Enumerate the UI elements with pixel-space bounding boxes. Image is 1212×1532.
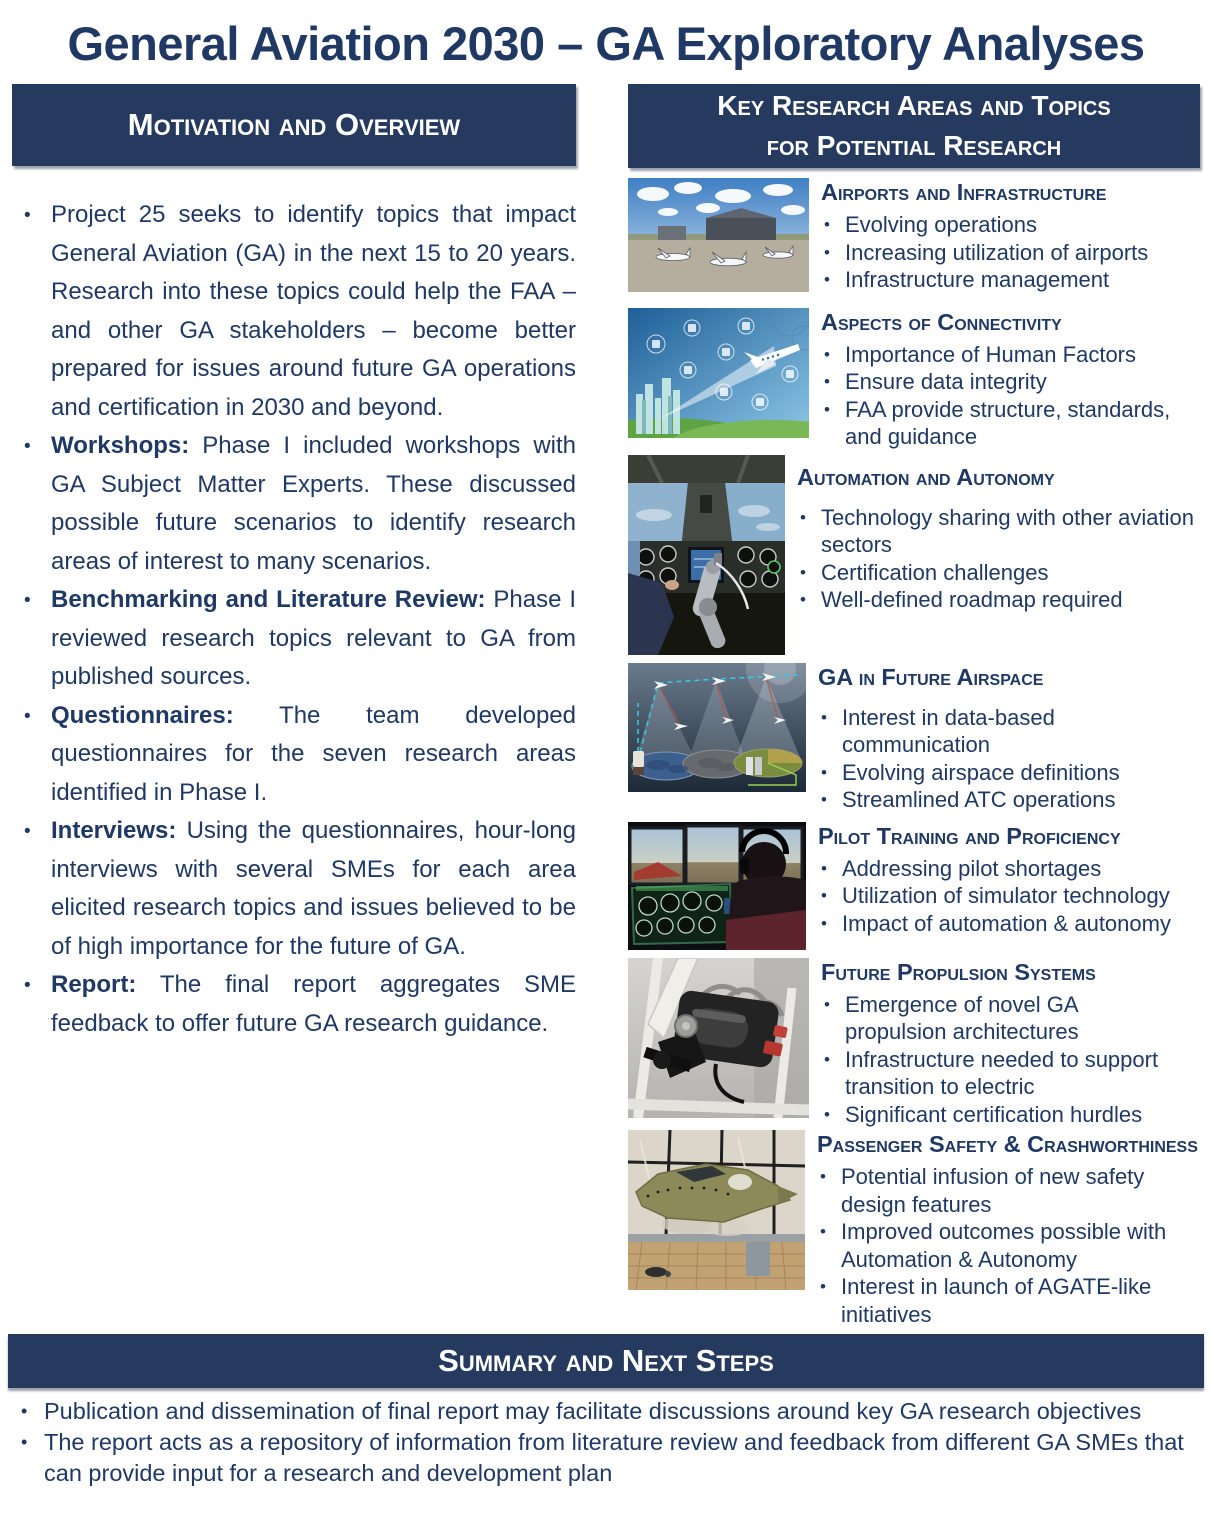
bullet-icon: • (824, 215, 830, 234)
section-heading: GA in Future Airspace (818, 663, 1044, 690)
section-image (628, 455, 785, 655)
bullet-icon: • (820, 1222, 826, 1241)
list-item (821, 211, 1200, 239)
bullet-text: Streamlined ATC operations (842, 787, 1116, 812)
list-item (818, 910, 1200, 938)
bullet-text: Evolving airspace definitions (842, 759, 1120, 785)
bullet-text: Certification challenges (821, 559, 1049, 585)
bullet-icon: • (824, 994, 830, 1014)
section-text (821, 178, 1200, 294)
bullet-text: Project 25 seeks to identify topics that impact General Aviation (GA) in the next 15 to 20 years. Research into these topics could help the FAA – and other GA stakeholders – become better prepared for issues around future GA operations and certification in 2030 and beyond. (51, 201, 576, 421)
crash-test-photo (628, 1130, 805, 1290)
aircraft-engine-photo (628, 958, 809, 1118)
section-text (821, 958, 1200, 1129)
section-bullets (817, 1163, 1200, 1328)
section-heading: Aspects of Connectivity (821, 308, 1062, 335)
bullet-icon: • (824, 399, 830, 419)
connectivity-illustration (628, 308, 809, 438)
bullet-lead: Report: (51, 971, 137, 998)
research-areas-column (628, 84, 1200, 1328)
list-item (818, 786, 1200, 814)
bullet-text: Utilization of simulator technology (842, 883, 1170, 908)
bullet-icon: • (821, 913, 827, 933)
research-header-line2: for Potential Research (766, 130, 1062, 161)
list-item (14, 1427, 1204, 1489)
list-item (818, 855, 1200, 883)
motivation-header-banner (12, 84, 576, 166)
bullet-lead: Workshops: (51, 432, 190, 459)
motivation-header-label: Motivation and Overview (127, 107, 461, 142)
research-header-line1: Key Research Areas and Topics (717, 90, 1111, 121)
bullet-text: Ensure data integrity (845, 369, 1047, 394)
bullet-text: Impact of automation & autonomy (842, 910, 1171, 936)
list-item (14, 1396, 1204, 1427)
list-item (12, 427, 576, 581)
bullet-text: Well-defined roadmap required (821, 587, 1123, 612)
list-item (821, 1101, 1200, 1129)
research-areas-header-banner (628, 84, 1200, 168)
future-airspace-illustration (628, 663, 806, 792)
list-item (821, 341, 1200, 369)
list-item (12, 966, 576, 1043)
bullet-icon: • (24, 821, 31, 842)
list-item (818, 704, 1068, 759)
bullet-icon: • (824, 344, 830, 364)
bullet-text: Significant certification hurdles (845, 1101, 1143, 1127)
bullet-icon: • (824, 1104, 830, 1124)
bullet-lead: Benchmarking and Literature Review: (51, 586, 486, 613)
bullet-lead: Questionnaires: (51, 701, 234, 729)
bullet-text: The team developed questionnaires for the seven research areas identified in Phase I. (51, 701, 576, 806)
bullet-text: Infrastructure needed to support transition to electric (845, 1046, 1159, 1099)
cockpit-robot-arm-photo (628, 455, 785, 655)
section-heading: Future Propulsion Systems (821, 958, 1096, 985)
main-columns (0, 84, 1212, 1328)
section-text (797, 455, 1200, 655)
list-item (821, 368, 1200, 396)
section-bullets (818, 704, 1200, 814)
bullet-icon: • (800, 507, 806, 527)
bullet-text: Using the questionnaires, hour-long interviews with several SMEs for each area elicited research topics and issues believed to be of high importance for the future of GA. (51, 817, 577, 960)
bullet-text: Phase I reviewed research topics relevant to GA from published sources. (51, 586, 577, 690)
bullet-text: Infrastructure management (845, 267, 1110, 292)
section-pilot-training (628, 822, 1200, 950)
bullet-icon: • (821, 858, 827, 878)
section-automation-autonomy (628, 455, 1200, 655)
bullet-text: Improved outcomes possible with Automation & Autonomy (841, 1219, 1167, 1272)
section-text (818, 822, 1200, 950)
bullet-icon: • (24, 705, 31, 727)
airport-apron-photo (628, 178, 809, 292)
list-item (797, 504, 1200, 559)
bullet-text: Publication and dissemination of final report may facilitate discussions around key GA research objectives (44, 1398, 1142, 1424)
bullet-icon: • (800, 590, 806, 609)
section-image (628, 663, 806, 814)
summary-list (0, 1396, 1212, 1489)
section-text (818, 663, 1200, 814)
list-item (817, 1163, 1200, 1218)
motivation-column (12, 84, 576, 1043)
section-airports-infrastructure (628, 178, 1200, 294)
summary-section (0, 1334, 1212, 1489)
bullet-icon: • (820, 1277, 826, 1296)
section-future-propulsion (628, 958, 1200, 1129)
list-item (821, 991, 1083, 1046)
list-item (12, 697, 576, 813)
summary-header-label: Summary and Next Steps (438, 1343, 774, 1378)
bullet-icon: • (821, 762, 827, 782)
bullet-icon: • (21, 1401, 28, 1421)
section-heading: Automation and Autonomy (797, 463, 1055, 490)
bullet-lead: Interviews: (51, 817, 177, 844)
section-bullets (818, 855, 1200, 938)
section-heading: Passenger Safety & Crashworthiness (817, 1131, 1198, 1157)
bullet-text: FAA provide structure, standards, and guidance (845, 396, 1171, 449)
section-image (628, 822, 806, 950)
bullet-text: The report acts as a repository of information from literature review and feedback from different GA SMEs that can provide input for a research and development plan (44, 1429, 1184, 1486)
section-ga-future-airspace (628, 663, 1200, 814)
bullet-icon: • (820, 1167, 826, 1186)
bullet-icon: • (824, 242, 830, 262)
section-image (628, 178, 809, 294)
list-item (821, 396, 1200, 451)
list-item (821, 239, 1200, 267)
summary-header-banner (8, 1334, 1204, 1388)
bullet-icon: • (24, 436, 31, 457)
bullet-text: Technology sharing with other aviation sectors (821, 504, 1195, 557)
list-item (817, 1273, 1200, 1328)
bullet-icon: • (21, 1432, 28, 1452)
section-image (628, 958, 809, 1129)
list-item (817, 1218, 1200, 1273)
bullet-text: Potential infusion of new safety design features (841, 1164, 1145, 1217)
bullet-icon: • (824, 372, 830, 391)
bullet-text: Emergence of novel GA propulsion architectures (845, 991, 1079, 1044)
research-sections (628, 178, 1200, 1328)
section-heading: Airports and Infrastructure (821, 179, 1107, 205)
bullet-icon: • (24, 975, 31, 996)
section-image (628, 308, 809, 451)
list-item (821, 1046, 1200, 1101)
section-aspects-of-connectivity (628, 308, 1200, 451)
bullet-icon: • (821, 790, 827, 809)
bullet-text: Increasing utilization of airports (845, 239, 1149, 265)
bullet-text: Interest in data-based communication (842, 704, 1055, 757)
list-item (12, 196, 576, 427)
section-bullets (797, 504, 1200, 614)
section-text (817, 1130, 1200, 1328)
section-image (628, 1130, 805, 1328)
bullet-icon: • (24, 205, 31, 226)
bullet-icon: • (824, 1049, 830, 1069)
bullet-icon: • (800, 562, 806, 582)
bullet-icon: • (821, 707, 827, 727)
section-bullets (821, 211, 1200, 294)
bullet-text: Evolving operations (845, 212, 1038, 237)
bullet-text: Addressing pilot shortages (842, 855, 1102, 881)
bullet-icon: • (821, 886, 827, 905)
list-item (12, 812, 576, 966)
list-item (797, 559, 1200, 587)
list-item (818, 759, 1200, 787)
flight-simulator-photo (628, 822, 806, 950)
list-item (821, 266, 1200, 294)
bullet-icon: • (24, 590, 31, 611)
page-title: General Aviation 2030 – GA Exploratory Analyses (67, 17, 1145, 70)
section-text (821, 308, 1200, 451)
section-bullets (821, 991, 1200, 1129)
bullet-text: Interest in launch of AGATE-like initiatives (841, 1274, 1152, 1327)
bullet-text: The final report aggregates SME feedback to offer future GA research guidance. (51, 971, 577, 1037)
bullet-icon: • (824, 270, 830, 289)
motivation-list (12, 196, 576, 1043)
section-heading: Pilot Training and Proficiency (818, 822, 1121, 849)
list-item (12, 581, 576, 697)
section-bullets (821, 341, 1200, 451)
section-passenger-safety (628, 1130, 1200, 1328)
list-item (818, 882, 1200, 910)
bullet-text: Importance of Human Factors (845, 341, 1137, 367)
list-item (797, 586, 1200, 614)
bullet-text: Phase I included workshops with GA Subject Matter Experts. These discussed possible future scenarios to identify research areas of interest to many scenarios. (51, 432, 577, 575)
